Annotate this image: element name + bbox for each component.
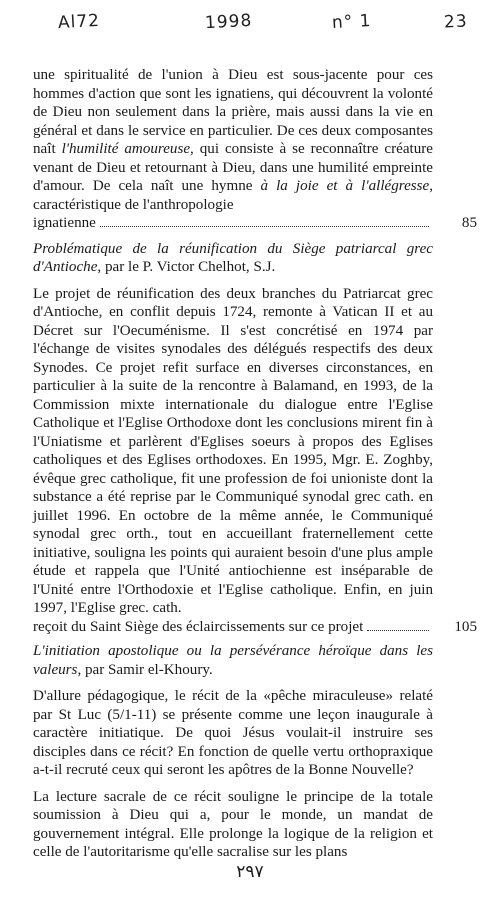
section3-paragraph-2: La lecture sacrale de ce récit souligne le principe de la totale soumission à Dieu qui a, pour le monde, un mandat de gouvernement intégral. Elle prolonge la logique de la religion et celle de l'autoritarisme qu'elle sacralise sur les plans [33, 788, 433, 860]
section2-paragraph: Le projet de réunification des deux branches du Patriarcat grec d'Antioche, en conflit depuis 1724, remonte à Vatican II et au Décret sur l'Oecuménisme. Il s'est concrétisé en 1974 par l'échange de visites synodales des délégués respectifs des deux Synodes. Ce projet refit surface en diverses circonstances, en particulier à la suite de la rencontre à Balamand, en 1993, de la Commission mixte internationale du dialogue entre l'Eglise Catholique et l'Eglise Orthodoxe dont les conclusions mirent fin à l'Uniatisme et parlèrent d'Eglises soeurs à propos des Eglises catholiques et des Eglises orthodoxes. En 1995, Mgr. E. Zoghby, évêque grec catholique, fit une profession de foi unioniste dont la substance a été reprise par le Communiqué synodal grec cath. en juillet 1996. En octobre de la même année, le Communiqué synodal grec orth., tout en accueillant fraternellement cette initiative, souligna les points qui auraient besoin d'une plus ample étude et rappela que l'Unité antiochienne est inséparable de l'Unité entre l'Orthodoxie et l'Eglise catholique. Enfin, en juin 1997, l'Eglise grec. cath. [33, 285, 433, 616]
emphasis-joy: à la joie et à l'allégresse [260, 178, 430, 194]
document-body [33, 66, 477, 870]
handwritten-ref-year: 1998 [204, 10, 253, 34]
dot-leader [367, 629, 429, 631]
page-reference-105: 105 [454, 618, 477, 635]
section2-last-line: reçoit du Saint Siège des éclaircissements sur ce projet 105 [33, 618, 477, 635]
handwritten-ref-page: 23 [443, 11, 469, 33]
article-title-initiation: L'initiation apostolique ou la persévérance héroïque dans les valeurs, par Samir el-Khoury. [33, 643, 433, 678]
handwritten-ref-code: Al72 [57, 10, 101, 34]
page-number-arabic: ٢٩٧ [236, 862, 264, 882]
section3-paragraph-1: D'allure pédagogique, le récit de la «pêche miraculeuse» relaté par St Luc (5/1-11) se présente comme une leçon inaugurale à caractère initiatique. De quoi Jésus voulait-il instruire ses disciples dans ce récit? En fonction de quelle vertu orthopraxique a-t-il recruté ceux qui seront les apôtres de la Bonne Nouvelle? [33, 688, 433, 778]
section1-last-line: ignatienne 85 [33, 215, 477, 231]
page-reference-85: 85 [461, 215, 477, 231]
handwritten-reference [58, 6, 478, 36]
dot-leader [100, 225, 429, 227]
article-author-chelhot: , par le P. Victor Chelhot, S.J. [97, 259, 276, 275]
article-title-reunification: Problématique de la réunification du Siège patriarcal grec d'Antioche, par le P. Victor Chelhot, S.J. [33, 240, 433, 275]
section1-paragraph: une spiritualité de l'union à Dieu est sous-jacente pour ces hommes d'action que sont les ignatiens, qui découvrent la volonté de Dieu non seulement dans la prière, mais aussi dans la vie en général et dans le service en particulier. De ces deux composantes naît l'humilité amoureuse, qui consiste à se reconnaître créature venant de Dieu et retournant à Dieu, dans une humilité empreinte d'amour. De cela naît une hymne à la joie et à l'allégresse, caractéristique de l'anthropologie [33, 67, 433, 213]
emphasis-humility: l'humilité amoureuse [61, 141, 191, 157]
article-author-el-khoury: , par Samir el-Khoury. [77, 661, 213, 678]
handwritten-ref-issue: n° 1 [331, 10, 372, 34]
